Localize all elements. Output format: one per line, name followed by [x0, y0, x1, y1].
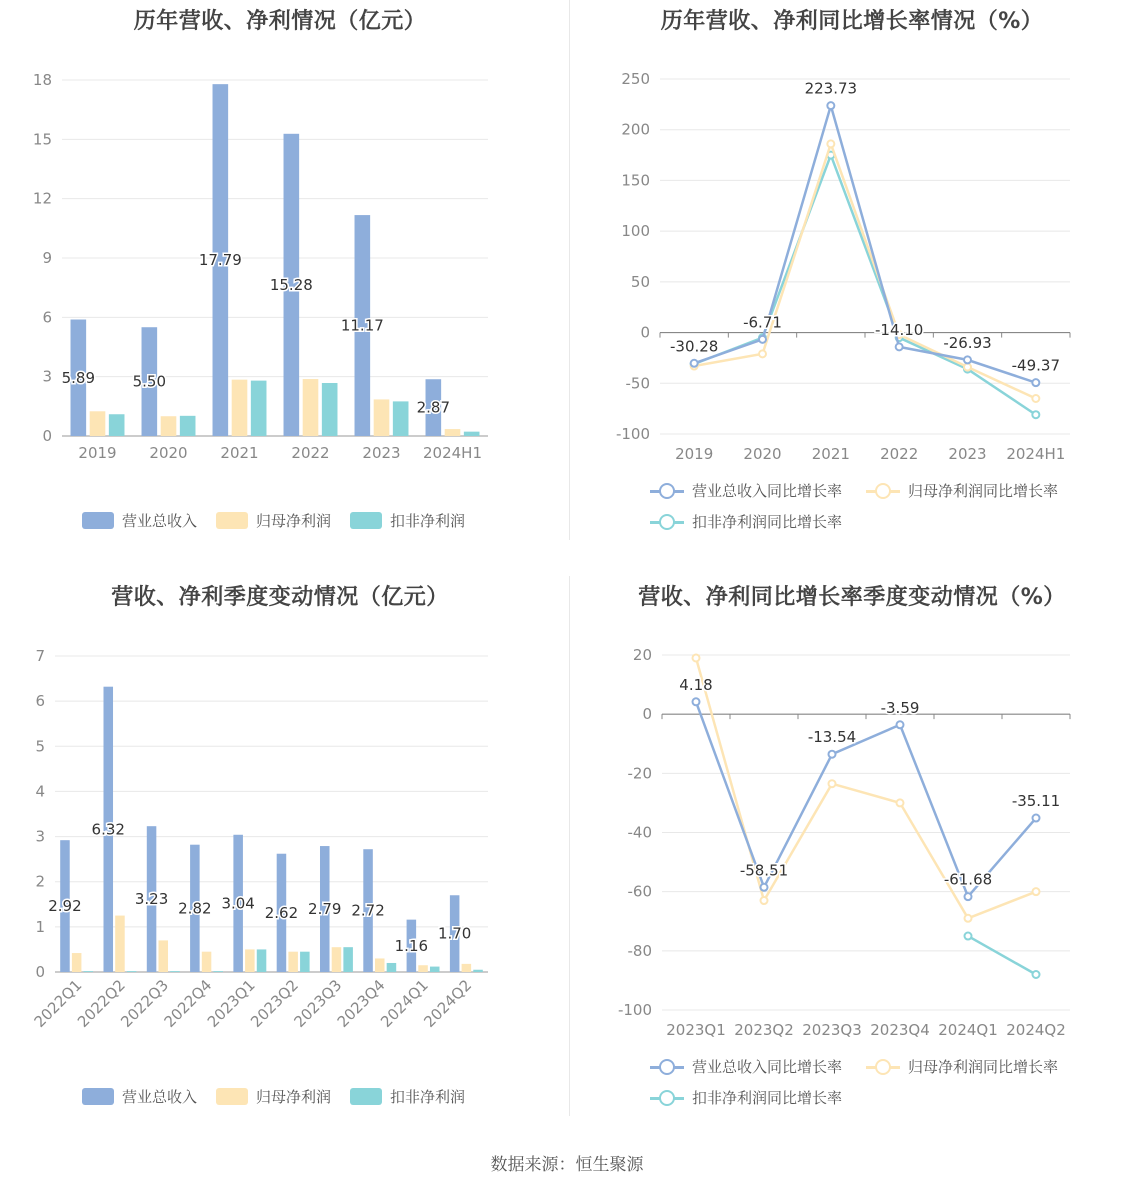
bar-net-profit [232, 380, 248, 436]
legend-item[interactable] [650, 1056, 842, 1077]
data-label: 2.79 [308, 900, 342, 919]
data-label: -13.54 [807, 728, 857, 747]
y-tick-label: 15 [32, 130, 52, 149]
legend-item[interactable] [866, 1056, 1058, 1077]
x-tick-label: 2022 [291, 444, 330, 462]
data-label: 17.79 [198, 251, 242, 270]
data-source: 数据来源：恒生聚源 [490, 1155, 644, 1175]
data-point [761, 884, 768, 891]
data-point [691, 360, 698, 367]
x-tick-label: 2023Q1 [203, 976, 259, 1031]
legend-item[interactable] [82, 510, 197, 531]
y-tick-label: -60 [627, 882, 652, 901]
legend-item[interactable] [216, 1086, 331, 1107]
chart-legend [0, 510, 560, 540]
legend-swatch [216, 512, 248, 529]
data-point [693, 698, 700, 705]
data-point [827, 140, 834, 147]
series-line-net-profit [694, 144, 1036, 399]
data-point [759, 350, 766, 357]
legend-item[interactable] [650, 1087, 842, 1108]
chart-title: 历年营收、净利同比增长率情况（%） [660, 9, 1044, 34]
x-tick-label: 2023Q2 [247, 976, 302, 1031]
y-tick-label: -40 [627, 823, 652, 842]
data-point [827, 102, 834, 109]
x-tick-label: 2024Q1 [377, 976, 432, 1031]
y-tick-label: 0 [640, 323, 650, 342]
bar-deducted-profit [251, 381, 267, 436]
bar-net-profit [288, 952, 298, 972]
data-point [1033, 971, 1040, 978]
x-tick-label: 2023Q4 [333, 976, 389, 1031]
legend-label: 营业总收入同比增长率 [692, 482, 843, 500]
x-tick-label: 2024Q2 [420, 976, 476, 1031]
y-tick-label: 6 [42, 308, 52, 327]
data-label: -58.51 [739, 861, 789, 880]
x-tick-label: 2019 [78, 444, 117, 462]
chart-legend [570, 480, 1134, 540]
y-tick-label: -100 [615, 425, 650, 443]
legend-label: 归母净利润 [256, 1088, 332, 1106]
data-label: 4.18 [679, 675, 713, 694]
y-tick-label: 9 [42, 249, 52, 267]
data-point [965, 915, 972, 922]
data-label: 5.50 [132, 372, 167, 391]
bar-net-profit [161, 416, 177, 436]
legend-line-marker [866, 1058, 900, 1075]
data-label: 15.28 [269, 275, 313, 294]
annual-amount-chart [0, 0, 560, 545]
chart-legend [570, 1056, 1134, 1116]
bar-net-profit [158, 940, 168, 972]
y-tick-label: 12 [32, 189, 52, 208]
bar-deducted-profit [180, 416, 196, 436]
legend-swatch [82, 512, 114, 529]
data-label: 3.23 [134, 890, 169, 909]
x-tick-label: 2021 [220, 444, 259, 462]
data-label: 3.04 [221, 894, 255, 913]
annual-growth-plot [570, 0, 1134, 480]
legend-label: 归母净利润同比增长率 [908, 482, 1059, 500]
bar-deducted-profit [343, 947, 353, 972]
y-tick-label: 3 [35, 827, 45, 846]
bar-net-profit [72, 953, 82, 972]
data-point [1033, 815, 1040, 822]
chart-title: 营收、净利同比增长率季度变动情况（%） [638, 585, 1066, 610]
legend-line-marker [650, 513, 684, 530]
series-line-deducted-profit [968, 936, 1036, 974]
data-label: 223.73 [804, 79, 858, 98]
legend-swatch [350, 512, 382, 529]
x-tick-label: 2024H1 [423, 444, 482, 462]
data-point [896, 343, 903, 350]
y-tick-label: 5 [35, 737, 45, 756]
data-point [693, 654, 700, 661]
y-tick-label: -50 [625, 374, 650, 393]
y-tick-label: 250 [621, 70, 650, 88]
data-point [964, 356, 971, 363]
data-label: 2.87 [416, 398, 451, 417]
bar-net-profit [90, 411, 106, 436]
legend-item[interactable] [216, 510, 331, 531]
legend-swatch [82, 1088, 114, 1105]
y-tick-label: 0 [42, 427, 52, 445]
y-tick-label: 0 [642, 705, 652, 724]
bar-net-profit [332, 947, 342, 972]
x-tick-label: 2022 [880, 445, 919, 463]
y-tick-label: 18 [32, 71, 52, 89]
data-label: 2.92 [48, 897, 82, 916]
data-label: -49.37 [1011, 356, 1061, 375]
bar-deducted-profit [464, 432, 480, 436]
y-tick-label: 200 [621, 120, 650, 139]
y-tick-label: 100 [621, 222, 650, 241]
legend-item[interactable] [350, 510, 465, 531]
data-point [1032, 395, 1039, 402]
legend-item[interactable] [82, 1086, 197, 1107]
x-tick-label: 2022Q2 [73, 976, 129, 1031]
legend-item[interactable] [350, 1086, 465, 1107]
y-tick-label: 1 [35, 917, 45, 936]
x-tick-label: 2024Q2 [1006, 1021, 1066, 1039]
data-point [761, 897, 768, 904]
x-tick-label: 2023Q1 [666, 1021, 726, 1039]
quarterly-amount-chart [0, 576, 560, 1121]
x-tick-label: 2023 [948, 445, 987, 463]
legend-label: 扣非净利润 [390, 512, 466, 530]
data-point [964, 364, 971, 371]
bar-deducted-profit [213, 971, 223, 972]
x-tick-label: 2023 [362, 444, 401, 462]
legend-item[interactable] [866, 480, 1058, 501]
y-tick-label: 4 [35, 782, 45, 801]
y-tick-label: 6 [35, 692, 45, 711]
data-point [1032, 379, 1039, 386]
legend-dot [659, 1059, 675, 1075]
data-point [965, 933, 972, 940]
data-label: 1.16 [394, 936, 429, 955]
bar-net-profit [375, 958, 385, 972]
x-tick-label: 2022Q3 [117, 976, 173, 1031]
data-point [965, 893, 972, 900]
data-label: 5.89 [61, 368, 96, 387]
bar-deducted-profit [84, 971, 94, 972]
legend-label: 归母净利润同比增长率 [908, 1058, 1059, 1076]
legend-label: 营业总收入 [122, 1088, 198, 1106]
y-tick-label: 150 [621, 171, 650, 190]
data-label: -3.59 [880, 698, 920, 717]
x-tick-label: 2022Q1 [30, 976, 86, 1031]
bar-deducted-profit [257, 949, 267, 972]
data-point [829, 751, 836, 758]
legend-dot [659, 483, 675, 499]
bar-deducted-profit [322, 383, 338, 436]
bar-net-profit [462, 964, 472, 972]
legend-line-marker [866, 482, 900, 499]
legend-label: 营业总收入 [122, 512, 198, 530]
data-label: 6.32 [91, 820, 125, 839]
data-point [1032, 411, 1039, 418]
data-label: -30.28 [669, 337, 719, 356]
x-tick-label: 2020 [743, 445, 782, 463]
data-label: 11.17 [340, 316, 384, 335]
x-tick-label: 2019 [675, 445, 714, 463]
y-tick-label: 2 [35, 872, 45, 891]
quarterly-growth-chart [570, 576, 1134, 1121]
legend-label: 营业总收入同比增长率 [692, 1058, 843, 1076]
bar-net-profit [303, 379, 319, 436]
x-tick-label: 2023Q3 [802, 1021, 862, 1039]
legend-label: 扣非净利润同比增长率 [692, 1089, 843, 1107]
legend-swatch [216, 1088, 248, 1105]
legend-dot [875, 483, 891, 499]
x-tick-label: 2024H1 [1006, 445, 1066, 463]
y-tick-label: -100 [617, 1001, 652, 1019]
data-point [897, 799, 904, 806]
legend-label: 归母净利润 [256, 512, 332, 530]
data-label: 2.62 [264, 903, 299, 922]
annual-growth-chart [570, 0, 1134, 545]
legend-dot [659, 514, 675, 530]
y-tick-label: 7 [35, 647, 45, 665]
bar-net-profit [202, 952, 212, 972]
data-point [759, 336, 766, 343]
data-point [897, 721, 904, 728]
x-tick-label: 2023Q3 [290, 976, 346, 1031]
bar-deducted-profit [300, 952, 310, 972]
y-tick-label: -80 [627, 941, 652, 960]
chart-legend [0, 1086, 560, 1116]
legend-swatch [350, 1088, 382, 1105]
y-tick-label: -20 [627, 764, 652, 783]
data-label: 2.72 [351, 901, 385, 920]
x-tick-label: 2024Q1 [938, 1021, 998, 1039]
quarterly-growth-plot [570, 576, 1134, 1056]
bar-deducted-profit [127, 971, 137, 972]
data-label: 2.82 [178, 899, 212, 918]
legend-label: 扣非净利润同比增长率 [692, 513, 843, 531]
data-label: -14.10 [874, 320, 924, 339]
quarterly-amount-plot [0, 576, 560, 1056]
legend-dot [875, 1059, 891, 1075]
data-label: 1.70 [437, 924, 472, 943]
legend-item[interactable] [650, 480, 842, 501]
x-tick-label: 2023Q2 [734, 1021, 794, 1039]
x-tick-label: 2020 [149, 444, 188, 462]
divider-bottom [569, 576, 570, 1116]
bar-net-profit [418, 965, 428, 972]
data-point [1033, 888, 1040, 895]
data-label: -35.11 [1011, 792, 1061, 811]
annual-amount-plot [0, 0, 560, 480]
bar-deducted-profit [430, 967, 440, 972]
y-tick-label: 0 [35, 963, 45, 981]
legend-line-marker [650, 1058, 684, 1075]
legend-line-marker [650, 1089, 684, 1106]
bar-deducted-profit [473, 970, 483, 972]
y-tick-label: 3 [42, 367, 52, 386]
data-label: -61.68 [943, 870, 993, 889]
data-point [829, 780, 836, 787]
x-tick-label: 2021 [811, 445, 850, 463]
y-tick-label: 50 [630, 272, 650, 291]
bar-deducted-profit [170, 971, 180, 972]
legend-line-marker [650, 482, 684, 499]
bar-net-profit [445, 429, 461, 436]
bar-net-profit [374, 399, 390, 436]
divider-top [569, 0, 570, 540]
bar-deducted-profit [109, 414, 125, 436]
x-tick-label: 2023Q4 [870, 1021, 930, 1039]
legend-dot [659, 1090, 675, 1106]
legend-item[interactable] [650, 511, 842, 532]
bar-net-profit [245, 949, 255, 972]
data-label: -6.71 [743, 313, 782, 332]
bar-deducted-profit [387, 963, 397, 972]
bar-net-profit [115, 916, 125, 972]
bar-deducted-profit [393, 401, 409, 436]
chart-title: 营收、净利季度变动情况（亿元） [111, 585, 449, 610]
chart-title: 历年营收、净利情况（亿元） [133, 9, 427, 34]
data-label: -26.93 [943, 333, 992, 352]
y-tick-label: 20 [632, 646, 652, 664]
legend-label: 扣非净利润 [390, 1088, 466, 1106]
x-tick-label: 2022Q4 [160, 976, 216, 1031]
